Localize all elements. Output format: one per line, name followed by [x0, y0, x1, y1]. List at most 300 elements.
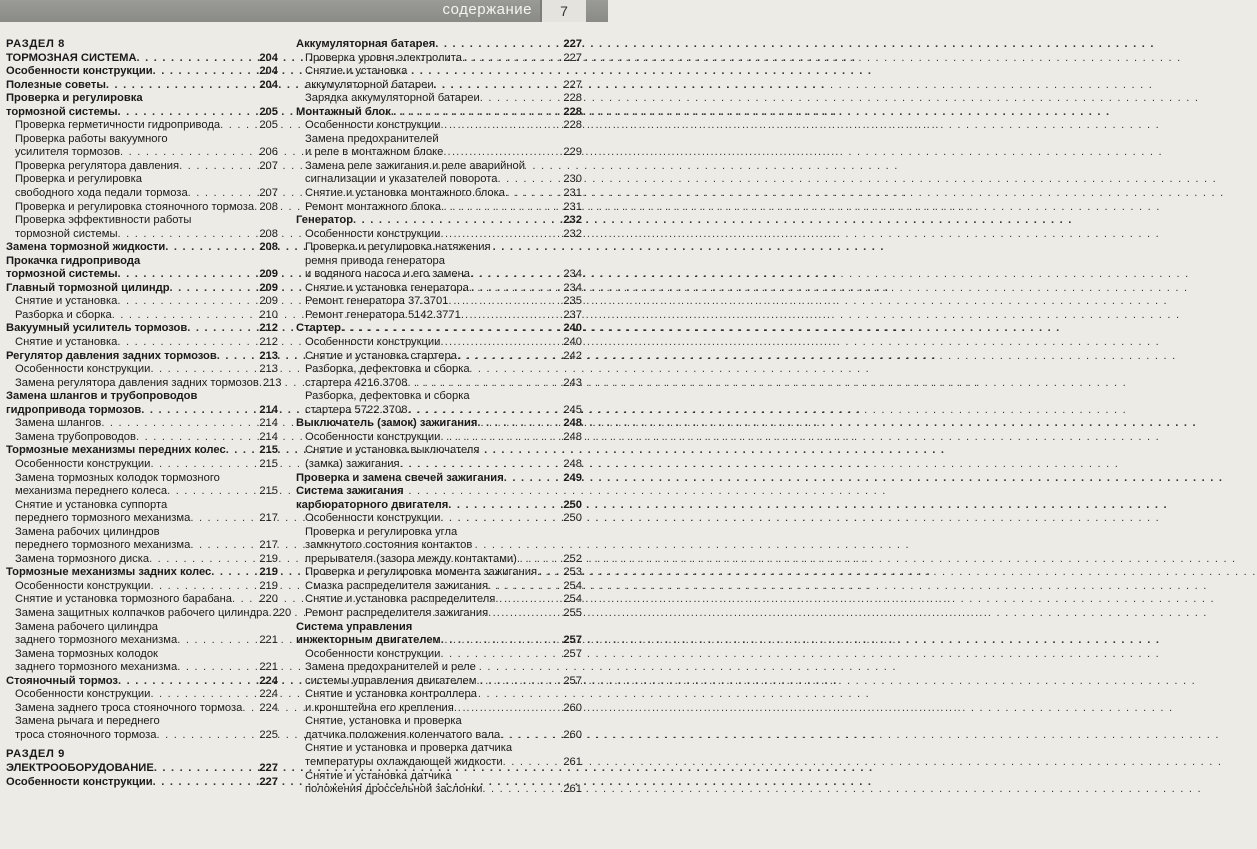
toc-entry-page: 209 — [259, 281, 278, 294]
toc-entry[interactable] — [6, 404, 278, 418]
toc-entry-page: 231 — [563, 200, 582, 213]
leader-dots — [149, 553, 259, 567]
toc-entry-page: 208 — [259, 241, 278, 254]
page-number: 7 — [540, 0, 586, 22]
toc-entry-page: 204 — [259, 51, 278, 64]
toc-entry — [296, 526, 582, 540]
toc-entry-page: 224 — [259, 701, 278, 714]
toc-entry[interactable] — [296, 472, 582, 486]
toc-entry-page: 215 — [259, 457, 278, 470]
toc-entry[interactable] — [6, 485, 278, 499]
leader-dots — [154, 762, 260, 776]
toc-entry-text: стартера 4216.3708 — [305, 376, 408, 389]
leader-dots — [495, 593, 563, 607]
toc-entry-page: 229 — [563, 146, 582, 159]
toc-entry-page: 227 — [259, 775, 278, 788]
toc-entry-text: Система управления — [296, 620, 413, 633]
toc-entry-text: переднего тормозного механизма — [15, 539, 191, 552]
toc-entry-text: Снятие и установка выключателя — [305, 444, 480, 457]
toc-entry[interactable] — [6, 295, 278, 309]
leader-dots — [117, 336, 259, 350]
toc-entry[interactable] — [6, 512, 278, 526]
toc-entry-page: 219 — [259, 579, 278, 592]
leader-dots — [177, 661, 259, 675]
toc-entry — [296, 688, 582, 702]
toc-entry-page: 261 — [563, 755, 582, 768]
toc-entry-page: 248 — [563, 417, 582, 430]
leader-dots — [537, 566, 563, 580]
toc-entry-page: 213 — [262, 376, 282, 389]
leader-dots — [220, 119, 259, 133]
leader-dots — [477, 417, 563, 431]
toc-entry[interactable] — [6, 688, 278, 702]
toc-entry-text: гидропривода тормозов — [6, 403, 142, 416]
toc-entry[interactable] — [296, 458, 582, 472]
toc-entry-page: 231 — [563, 187, 582, 200]
toc-entry — [6, 214, 278, 228]
toc-entry[interactable] — [296, 106, 582, 120]
toc-entry-text: Замена тормозного диска — [15, 552, 150, 565]
toc-entry-text: Генератор — [296, 214, 354, 227]
leader-dots — [391, 106, 563, 120]
toc-entry-text: Снятие и установка контроллера — [305, 688, 477, 701]
toc-entry-text: Замена предохранителей — [305, 132, 439, 145]
toc-entry-text: Снятие, установка и проверка — [305, 715, 462, 728]
toc-entry-text: механизма переднего колеса — [15, 485, 168, 498]
toc-entry-page: 221 — [259, 661, 278, 674]
toc-entry — [296, 133, 582, 147]
toc-entry[interactable] — [296, 336, 582, 350]
toc-entry-text: Монтажный блок — [296, 105, 391, 118]
toc-entry — [6, 92, 278, 106]
toc-entry-text: Снятие и установка стартера — [305, 349, 457, 362]
toc-entry-page: 217 — [259, 512, 278, 525]
leader-dots — [141, 404, 259, 418]
toc-entry-text: Проверка и регулировка — [15, 173, 142, 186]
leader-dots — [118, 675, 259, 689]
leader-dots — [341, 322, 563, 336]
toc-entry-text: Проверка и регулировка угла — [305, 525, 458, 538]
toc-entry-page: 261 — [563, 783, 582, 796]
toc-entry[interactable] — [296, 648, 582, 662]
leader-dots — [505, 187, 563, 201]
toc-entry-page: 217 — [259, 539, 278, 552]
toc-entry-page: 213 — [259, 349, 278, 362]
toc-entry[interactable] — [6, 241, 278, 255]
toc-entry-text: замкнутого состояния контактов — [305, 539, 473, 552]
toc-entry-text: Особенности конструкции — [305, 336, 441, 349]
toc-entry-page: 257 — [563, 647, 582, 660]
toc-entry[interactable] — [296, 119, 582, 133]
toc-entry[interactable] — [6, 322, 278, 336]
toc-entry[interactable] — [296, 417, 582, 431]
leader-dots — [187, 322, 259, 336]
leader-dots — [150, 580, 259, 594]
toc-entry-page: 220 — [272, 606, 292, 619]
toc-entry-text: Аккумуляторная батарея — [296, 38, 436, 50]
leader-dots — [150, 363, 259, 377]
toc-entry — [296, 485, 582, 499]
toc-entry-page: 214 — [259, 430, 278, 443]
toc-entry-text: Система зажигания — [296, 485, 404, 498]
toc-column-left — [6, 38, 292, 789]
toc-entry-text: Проверка уровня электролита — [305, 51, 462, 64]
toc-entry — [6, 648, 278, 662]
toc-entry-page: 252 — [563, 552, 582, 565]
toc-entry[interactable] — [6, 417, 278, 431]
toc-entry-page: 225 — [259, 728, 278, 741]
toc-entry[interactable] — [296, 350, 582, 364]
toc-entry-page: 254 — [563, 579, 582, 592]
toc-entry-page: 232 — [563, 214, 582, 227]
toc-entry-text: ЭЛЕКТРООБОРУДОВАНИЕ — [6, 761, 154, 774]
leader-dots — [118, 228, 260, 242]
leader-dots — [136, 431, 259, 445]
leader-dots — [443, 146, 563, 160]
toc-entry[interactable] — [6, 376, 282, 391]
toc-entry-text: Ремонт генератора 37.3701 — [305, 295, 449, 308]
leader-dots — [407, 377, 563, 391]
toc-entry[interactable] — [6, 268, 278, 282]
leader-dots — [157, 729, 260, 743]
toc-entry[interactable] — [296, 634, 582, 648]
leader-dots — [353, 214, 563, 228]
toc-entry[interactable] — [296, 431, 582, 445]
toc-entry-text: Снятие и установка — [15, 295, 118, 308]
toc-entry[interactable] — [6, 363, 278, 377]
toc-entry[interactable] — [296, 322, 582, 336]
leader-dots — [211, 566, 259, 580]
toc-entry-page: 228 — [563, 105, 582, 118]
toc-entry — [296, 160, 582, 174]
toc-entry[interactable] — [6, 539, 278, 553]
toc-entry-text: Разборка, дефектовка и сборка — [305, 390, 470, 403]
toc-entry[interactable] — [6, 201, 278, 215]
toc-entry[interactable] — [6, 350, 278, 364]
toc-entry[interactable] — [296, 702, 582, 716]
leader-dots — [165, 241, 259, 255]
toc-entry[interactable] — [296, 580, 582, 594]
toc-entry — [296, 363, 582, 377]
toc-entry-text: заднего тормозного механизма — [15, 634, 178, 647]
leader-dots — [179, 160, 259, 174]
leader-dots — [167, 485, 259, 499]
toc-entry[interactable] — [6, 309, 278, 323]
toc-entry[interactable] — [296, 404, 582, 418]
toc-entry — [296, 65, 582, 79]
toc-entry-text: РАЗДЕЛ 8 — [6, 38, 65, 50]
toc-entry-text: Полезные советы — [6, 78, 106, 91]
toc-entry-text: РАЗДЕЛ 9 — [6, 748, 65, 761]
leader-dots — [190, 512, 259, 526]
toc-entry-text: Прокачка гидропривода — [6, 254, 141, 267]
toc-entry-page: 207 — [259, 187, 278, 200]
toc-entry[interactable] — [6, 606, 292, 621]
leader-dots — [150, 458, 259, 472]
leader-dots — [488, 607, 563, 621]
toc-entry-text: и водяного насоса и его замена — [305, 268, 470, 281]
toc-entry-page: 249 — [563, 471, 582, 484]
toc-entry[interactable] — [296, 201, 582, 215]
toc-entry-page: 237 — [563, 308, 582, 321]
leader-dots — [462, 52, 563, 66]
toc-entry-page: 210 — [259, 308, 278, 321]
toc-entry — [296, 742, 582, 756]
toc-entry — [296, 444, 582, 458]
leader-dots — [120, 146, 259, 160]
toc-entry — [6, 173, 278, 187]
leader-dots — [457, 350, 563, 364]
toc-entry-text: усилителя тормозов — [15, 146, 121, 159]
leader-dots — [153, 65, 260, 79]
leader-dots — [170, 282, 260, 296]
toc-entry-text: Ремонт генератора 5142.3771 — [305, 308, 461, 321]
toc-entry — [6, 526, 278, 540]
toc-entry-text: Проверка и регулировка стояночного тормоза — [15, 200, 255, 213]
toc-entry[interactable] — [296, 92, 582, 106]
toc-entry-text: Замена предохранителей и реле — [305, 661, 476, 674]
toc-entry[interactable] — [296, 309, 582, 323]
toc-entry-text: переднего тормозного механизма — [15, 512, 191, 525]
toc-entry-page: 245 — [563, 403, 582, 416]
toc-entry[interactable] — [296, 377, 582, 391]
toc-entry-text: ремня привода генератора — [305, 254, 445, 267]
toc-entry[interactable] — [296, 512, 582, 526]
toc-entry[interactable] — [296, 729, 582, 743]
toc-entry[interactable] — [6, 187, 278, 201]
toc-entry-text: карбюраторного двигателя — [296, 498, 449, 511]
toc-entry-page: 248 — [563, 430, 582, 443]
toc-entry[interactable] — [6, 119, 278, 133]
toc-entry — [6, 621, 278, 635]
leader-dots — [106, 79, 259, 93]
toc-column-right — [296, 38, 582, 797]
toc-entry-page: 209 — [259, 295, 278, 308]
toc-entry-page: 240 — [563, 336, 582, 349]
toc-entry-page: 243 — [563, 376, 582, 389]
toc-entry-text: и кронштейна его крепления — [305, 701, 454, 714]
toc-entry-text: стартера 5722.3708 — [305, 403, 408, 416]
toc-entry[interactable] — [296, 282, 582, 296]
toc-entry[interactable] — [6, 458, 278, 472]
leader-dots — [153, 776, 260, 790]
toc-entry-text: Снятие и установка монтажного блока — [305, 187, 505, 200]
leader-dots — [470, 268, 563, 282]
toc-entry[interactable] — [6, 282, 278, 296]
toc-entry-text: заднего тормозного механизма — [15, 661, 178, 674]
toc-entry-page: 209 — [259, 268, 278, 281]
toc-entry-text: Снятие и установка распределителя — [305, 593, 496, 606]
toc-entry-page: 227 — [563, 51, 582, 64]
toc-entry-text: Смазка распределителя зажигания — [305, 579, 489, 592]
toc-entry-text: тормозной системы — [15, 227, 118, 240]
leader-dots — [188, 187, 260, 201]
toc-entry[interactable] — [6, 762, 278, 776]
toc-entry-text: Особенности конструкции — [6, 65, 153, 78]
toc-entry[interactable] — [296, 783, 582, 797]
toc-entry[interactable] — [6, 228, 278, 242]
leader-dots — [217, 350, 260, 364]
toc-entry-text: Замена реле зажигания и реле аварийной — [305, 159, 525, 172]
toc-entry-text: Вакуумный усилитель тормозов — [6, 322, 188, 335]
toc-entry-text: троса стояночного тормоза — [15, 728, 157, 741]
leader-dots — [190, 539, 259, 553]
toc-entry-text: тормозной системы — [6, 268, 118, 281]
toc-entry-text: Замена защитных колпачков рабочего цилиндра — [15, 606, 269, 619]
toc-entry-text: Замена рабочего цилиндра — [15, 620, 159, 633]
leader-dots — [441, 201, 563, 215]
toc-entry[interactable] — [6, 776, 278, 790]
toc-entry-text: Замена шлангов — [15, 417, 102, 430]
toc-entry[interactable] — [6, 661, 278, 675]
toc-entry — [6, 748, 278, 762]
toc-entry-text: Замена заднего троса стояночного тормоза — [15, 701, 243, 714]
toc-entry[interactable] — [6, 160, 278, 174]
toc-entry-text: Особенности конструкции — [305, 430, 441, 443]
toc-entry — [6, 499, 278, 513]
toc-entry[interactable] — [296, 214, 582, 228]
toc-entry-text: Замена рычага и переднего — [15, 715, 160, 728]
toc-entry-page: 227 — [259, 761, 278, 774]
leader-dots — [434, 79, 564, 93]
toc-entry-page: 248 — [563, 457, 582, 470]
toc-entry-text: Ремонт монтажного блока — [305, 200, 442, 213]
leader-dots — [177, 634, 259, 648]
toc-entry[interactable] — [296, 173, 582, 187]
toc-entry[interactable] — [296, 593, 582, 607]
toc-entry[interactable] — [296, 228, 582, 242]
toc-entry-page: 260 — [563, 701, 582, 714]
leader-dots — [517, 553, 563, 567]
toc-entry-text: Проверка и регулировка натяжения — [305, 241, 491, 254]
toc-entry[interactable] — [6, 553, 278, 567]
toc-entry-text: Регулятор давления задних тормозов — [6, 349, 217, 362]
toc-entry-text: Зарядка аккумуляторной батареи — [305, 92, 480, 105]
toc-entry[interactable] — [6, 580, 278, 594]
toc-entry[interactable] — [296, 38, 582, 52]
toc-entry-page: 235 — [563, 295, 582, 308]
toc-entry[interactable] — [6, 702, 278, 716]
toc-entry — [6, 255, 278, 269]
toc-entry[interactable] — [6, 634, 278, 648]
toc-entry[interactable] — [296, 566, 582, 580]
leader-dots — [137, 52, 260, 66]
toc-entry-page: 255 — [563, 606, 582, 619]
toc-entry-text: Проверка и замена свечей зажигания — [296, 471, 504, 484]
toc-entry-text: Проверка эффективности работы — [15, 214, 192, 227]
toc-entry-page: 232 — [563, 227, 582, 240]
toc-entry-page: 227 — [563, 78, 582, 91]
toc-entry-page: 220 — [259, 593, 278, 606]
toc-entry — [296, 661, 582, 675]
toc-entry — [296, 390, 582, 404]
toc-entry — [6, 390, 278, 404]
toc-entry-text: Тормозные механизмы задних колес — [6, 566, 212, 579]
toc-entry-text: Главный тормозной цилиндр — [6, 281, 170, 294]
toc-entry-page: 221 — [259, 634, 278, 647]
toc-entry-text: Стартер — [296, 322, 342, 335]
toc-entry-page: 228 — [563, 92, 582, 105]
toc-entry[interactable] — [6, 106, 278, 120]
leader-dots — [440, 648, 563, 662]
toc-entry-text: положения дроссельной заслонки — [305, 783, 483, 796]
leader-dots — [435, 38, 563, 52]
toc-entry[interactable] — [296, 607, 582, 621]
toc-entry[interactable] — [296, 268, 582, 282]
toc-entry-page: 208 — [259, 227, 278, 240]
toc-entry[interactable] — [296, 146, 582, 160]
toc-entry[interactable] — [296, 553, 582, 567]
toc-entry[interactable] — [296, 52, 582, 66]
toc-entry-page: 260 — [563, 728, 582, 741]
toc-entry-text: сигнализации и указателей поворота — [305, 173, 498, 186]
toc-entry-text: Особенности конструкции — [305, 227, 441, 240]
toc-entry — [296, 770, 582, 784]
toc-entry — [6, 472, 278, 486]
toc-entry[interactable] — [6, 431, 278, 445]
toc-entry-page: 230 — [563, 173, 582, 186]
leader-dots — [440, 228, 563, 242]
toc-entry[interactable] — [296, 499, 582, 513]
toc-entry-text: Проверка и регулировка — [6, 92, 143, 105]
leader-dots — [448, 499, 563, 513]
toc-entry-page: 242 — [563, 349, 582, 362]
header-title: содержание — [442, 1, 532, 18]
toc-entry-text: Замена рабочих цилиндров — [15, 525, 160, 538]
toc-entry-text: Снятие и установка тормозного барабана — [15, 593, 232, 606]
toc-entry[interactable] — [296, 295, 582, 309]
toc-entry[interactable] — [6, 336, 278, 350]
toc-entry-page: 224 — [259, 688, 278, 701]
toc-entry[interactable] — [6, 65, 278, 79]
leader-dots — [497, 173, 563, 187]
toc-entry-page: 214 — [259, 417, 278, 430]
toc-entry[interactable] — [6, 675, 278, 689]
toc-entry-page: 212 — [259, 322, 278, 335]
toc-entry — [296, 621, 582, 635]
toc-entry-text: Особенности конструкции — [15, 363, 151, 376]
toc-entry[interactable] — [6, 146, 278, 160]
toc-entry[interactable] — [296, 756, 582, 770]
toc-entry[interactable] — [6, 566, 278, 580]
toc-entry-text: Снятие и установка — [15, 336, 118, 349]
toc-entry[interactable] — [296, 675, 582, 689]
toc-entry-text: Замена шлангов и трубопроводов — [6, 390, 198, 403]
toc-entry[interactable] — [6, 444, 278, 458]
toc-entry-text: Стояночный тормоз — [6, 674, 118, 687]
toc-entry-text: Особенности конструкции — [15, 457, 151, 470]
toc-entry-page: 257 — [563, 634, 582, 647]
toc-entry-text: инжекторным двигателем — [296, 634, 441, 647]
toc-entry[interactable] — [296, 187, 582, 201]
toc-entry-page: 224 — [259, 674, 278, 687]
toc-entry — [6, 133, 278, 147]
toc-entry-text: Проверка работы вакуумного — [15, 132, 168, 145]
toc-entry-text: Разборка и сборка — [15, 308, 112, 321]
toc-entry[interactable] — [6, 52, 278, 66]
toc-entry-text: Замена тормозной жидкости — [6, 241, 166, 254]
toc-entry[interactable] — [6, 729, 278, 743]
toc-entry-text: Особенности конструкции — [6, 775, 153, 788]
toc-entry-text: Ремонт распределителя зажигания — [305, 606, 489, 619]
toc-entry-page: 234 — [563, 268, 582, 281]
leader-dots — [480, 92, 564, 106]
leader-dots — [440, 512, 563, 526]
leader-dots — [117, 295, 259, 309]
toc-entry[interactable] — [6, 79, 278, 93]
toc-entry[interactable] — [6, 593, 278, 607]
toc-entry[interactable] — [296, 79, 582, 93]
